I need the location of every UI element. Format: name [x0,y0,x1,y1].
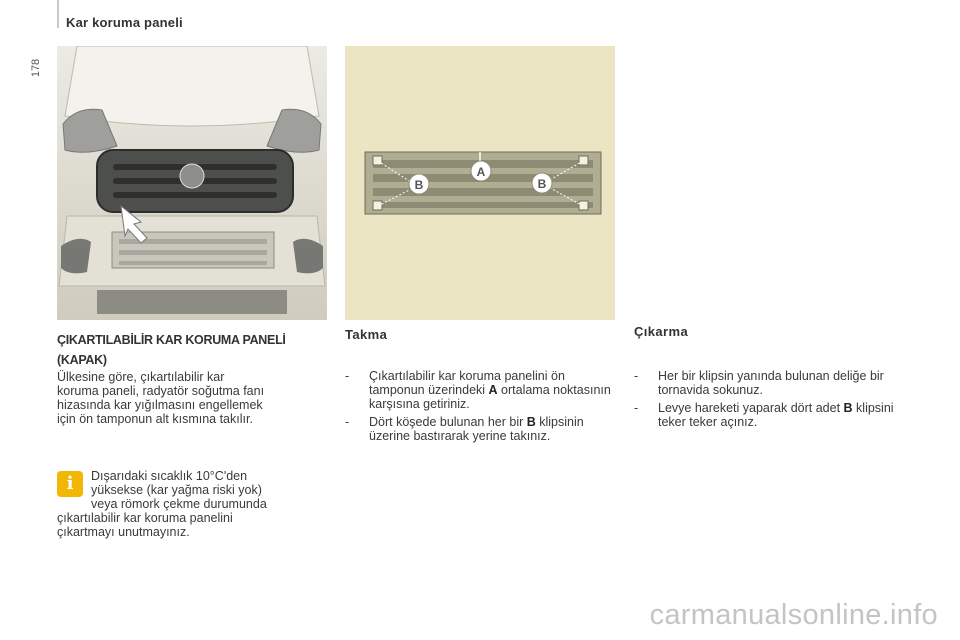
install-steps [345,369,617,447]
intro-line: hizasında kar yığılmasını engellemek [57,398,263,412]
section-title: Kar koruma paneli [66,15,183,30]
info-note [57,469,327,539]
list-item [634,401,899,429]
info-line: veya römork çekme durumunda [91,497,267,511]
list-item [634,369,899,397]
step-text: Levye hareketi yaparak dört adet [658,401,844,415]
list-dash: - [345,369,350,383]
intro-line: koruma paneli, radyatör soğutma fanı [57,384,265,398]
info-line: yüksekse (kar yağma riski yok) [91,483,262,497]
removal-heading: Çıkarma [634,324,689,339]
callout-a: A [476,165,486,179]
step-text: Dört köşede bulunan her bir [369,415,527,429]
step-text: Her bir klipsin yanında bulunan deliğe bir tornavida sokunuz. [658,369,884,397]
step-text: klipsinin üzerine bastırarak yerine takınız. [369,415,584,443]
snow-shield-diagram [345,46,615,320]
list-dash: - [634,369,639,383]
step-label: A [488,383,498,397]
info-icon: i [57,471,83,497]
step-text: Çıkartılabilir kar koruma panelini ön tamponun üzerindeki [369,369,565,397]
step-label: B [843,401,853,415]
page-number: 178 [30,58,43,78]
main-heading: ÇIKARTILABİLİR KAR KORUMA PANELİ (KAPAK) [57,333,286,367]
info-line: çıkartmayı unutmayınız. [57,525,190,539]
intro-line: için ön tamponun alt kısmına takılır. [57,412,253,426]
removal-steps [634,369,899,433]
list-item [345,415,617,443]
list-dash: - [634,401,639,415]
info-line: Dışarıdaki sıcaklık 10°C'den [91,469,248,483]
header-side-bar [57,0,59,28]
snow-shield-drawing [345,46,615,320]
step-label: B [526,415,536,429]
watermark: carmanualsonline.info [649,599,938,631]
vehicle-front-drawing [57,46,327,320]
step-text: ortalama noktasının karşısına getiriniz. [369,383,611,411]
intro-paragraph [57,370,327,426]
list-item [345,369,617,411]
install-heading: Takma [345,327,388,342]
vehicle-front-illustration [57,46,327,320]
step-text: klipsini teker teker açınız. [658,401,894,429]
info-line: çıkartılabilir kar koruma panelini [57,511,233,525]
callout-b-left: B [414,178,424,192]
callout-b-right: B [537,177,547,191]
intro-line: Ülkesine göre, çıkartılabilir kar [57,370,225,384]
list-dash: - [345,415,350,429]
